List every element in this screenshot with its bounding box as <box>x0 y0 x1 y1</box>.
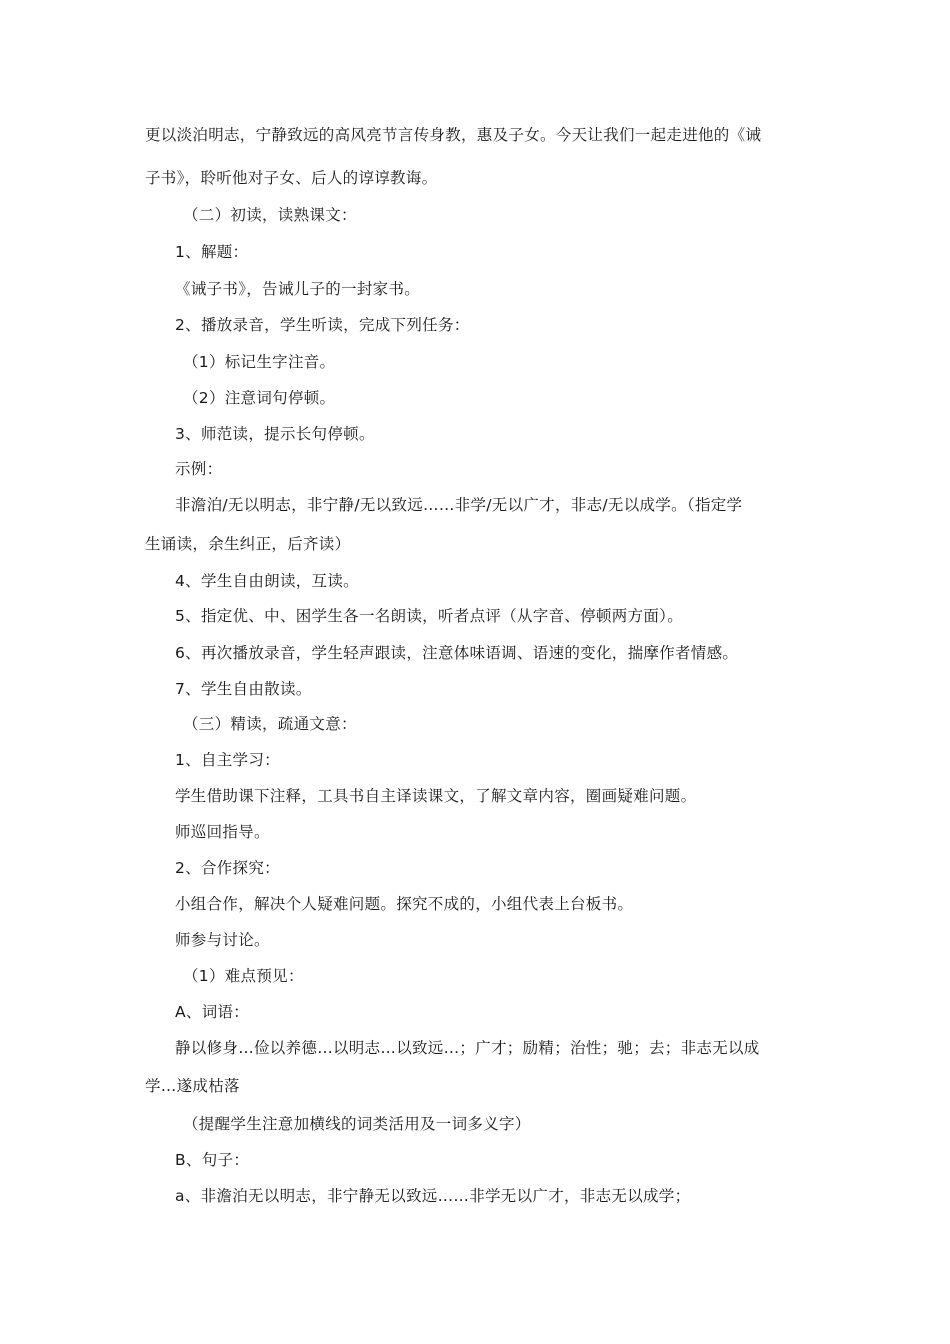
text-line: （1）难点预见： <box>183 967 304 985</box>
text-line: 小组合作，解决个人疑难问题。探究不成的，小组代表上台板书。 <box>175 895 634 913</box>
text-line: 6、再次播放录音，学生轻声跟读，注意体味语调、语速的变化，揣摩作者情感。 <box>175 644 739 662</box>
text-line: 《诫子书》，告诫儿子的一封家书。 <box>175 280 421 298</box>
text-line: 师参与讨论。 <box>175 931 270 949</box>
text-line: 更以淡泊明志，宁静致远的高风亮节言传身教，惠及子女。今天让我们一起走进他的《诫 <box>145 126 762 144</box>
text-line: a、非澹泊无以明志，非宁静无以致远……非学无以广才，非志无以成学； <box>175 1187 691 1205</box>
text-line: 学…遂成枯落 <box>145 1077 240 1095</box>
text-line: 1、自主学习： <box>175 751 280 769</box>
text-line: 静以修身…俭以养德…以明志…以致远…；广才；励精；治性；驰；去；非志无以成 <box>175 1039 760 1057</box>
text-line: 师巡回指导。 <box>175 823 270 841</box>
text-line: A、词语： <box>175 1003 250 1021</box>
section-heading: （三）精读，疏通文意： <box>183 715 357 733</box>
text-line: B、句子： <box>175 1151 250 1169</box>
text-line: 2、合作探究： <box>175 859 280 877</box>
text-line: （2）注意词句停顿。 <box>183 389 336 407</box>
text-line: 2、播放录音，学生听读，完成下列任务： <box>175 316 470 334</box>
text-line: （1）标记生字注音。 <box>183 353 336 371</box>
text-line: 生诵读，余生纠正，后齐读） <box>145 535 351 553</box>
text-line: 学生借助课下注释，工具书自主译读课文，了解文章内容，圈画疑难问题。 <box>175 787 697 805</box>
text-line: 示例： <box>175 460 223 478</box>
text-line: （提醒学生注意加横线的词类活用及一词多义字） <box>183 1115 531 1133</box>
text-line: 5、指定优、中、困学生各一名朗读，听者点评（从字音、停顿两方面）。 <box>175 607 684 625</box>
text-line: 1、解题： <box>175 243 249 261</box>
text-line: 子书》，聆听他对子女、后人的谆谆教诲。 <box>145 169 438 187</box>
text-line: 4、学生自由朗读，互读。 <box>175 572 359 590</box>
text-line: 7、学生自由散读。 <box>175 680 312 698</box>
section-heading: （二）初读，读熟课文： <box>183 206 357 224</box>
text-line: 3、师范读，提示长句停顿。 <box>175 425 375 443</box>
text-line: 非澹泊/无以明志，非宁静/无以致远……非学/无以广才，非志/无以成学。（指定学 <box>175 496 743 514</box>
